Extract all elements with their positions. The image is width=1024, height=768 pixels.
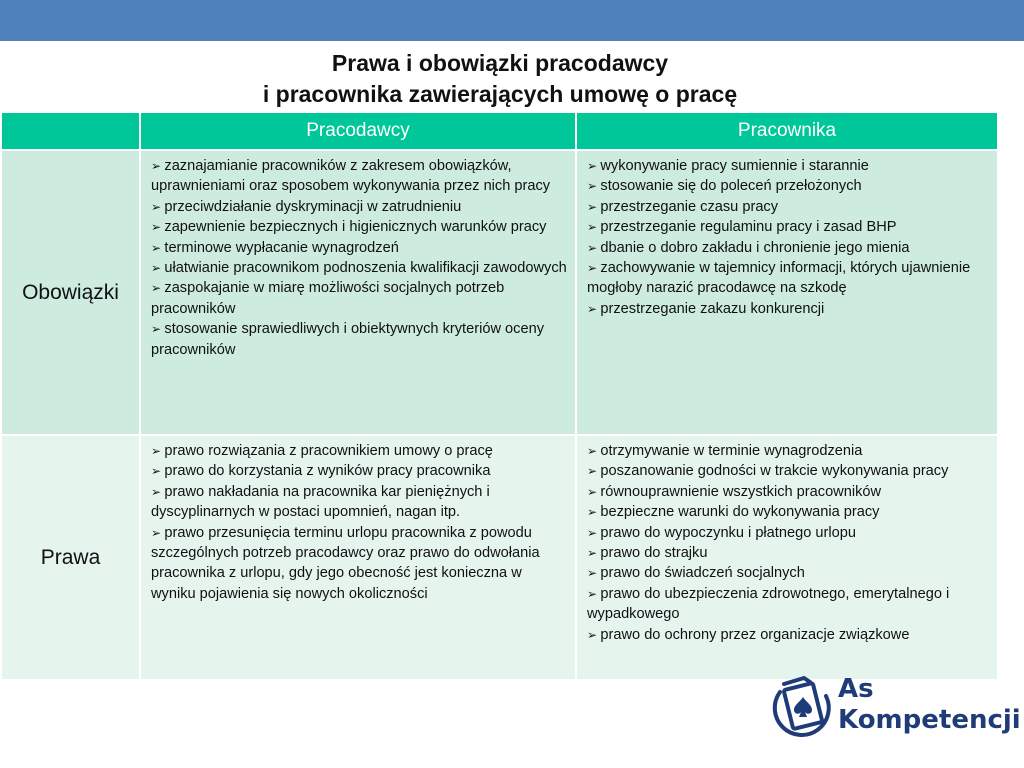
cell-obowiazki-pracodawcy	[140, 150, 576, 435]
title-line-2: i pracownika zawierających umowę o pracę	[262, 81, 738, 107]
list-item: ➢ prawo przesunięcia terminu urlopu pracownika z powodu szczególnych potrzeb pracodawcy oraz prawo do odwołania pracownika z urlopu, gdy jego obecność jest konieczna w wyniku pojawienia się nowych okoliczności	[151, 523, 567, 605]
rights-employee-list	[587, 441, 989, 645]
page-title	[0, 48, 1000, 110]
list-item: ➢ prawo do korzystania z wyników pracy pracownika	[151, 461, 567, 481]
list-item: ➢ przestrzeganie czasu pracy	[587, 197, 989, 217]
as-kompetencji-logo	[770, 672, 1021, 744]
cell-prawa-pracownika	[576, 435, 998, 680]
table-row-prawa	[1, 435, 998, 680]
duties-employer-list	[151, 156, 567, 360]
header-empty-cell	[1, 112, 140, 150]
list-item: ➢ zaspokajanie w miarę możliwości socjalnych potrzeb pracowników	[151, 278, 567, 319]
table-header-row	[1, 112, 998, 150]
list-item: ➢ otrzymywanie w terminie wynagrodzenia	[587, 441, 989, 461]
list-item: ➢ terminowe wypłacanie wynagrodzeń	[151, 238, 567, 258]
list-item: ➢ przestrzeganie regulaminu pracy i zasad BHP	[587, 217, 989, 237]
row-label-prawa: Prawa	[1, 435, 140, 680]
logo-line-1: As	[838, 674, 874, 704]
list-item: ➢ stosowanie się do poleceń przełożonych	[587, 176, 989, 196]
list-item: ➢ bezpieczne warunki do wykonywania pracy	[587, 502, 989, 522]
list-item: ➢ dbanie o dobro zakładu i chronienie jego mienia	[587, 238, 989, 258]
row-label-obowiazki: Obowiązki	[1, 150, 140, 435]
list-item: ➢ prawo do wypoczynku i płatnego urlopu	[587, 523, 989, 543]
list-item: ➢ prawo rozwiązania z pracownikiem umowy o pracę	[151, 441, 567, 461]
header-pracownika: Pracownika	[576, 112, 998, 150]
logo-wordmark	[838, 674, 1021, 736]
table-row-obowiazki	[1, 150, 998, 435]
cell-prawa-pracodawcy	[140, 435, 576, 680]
header-pracodawcy: Pracodawcy	[140, 112, 576, 150]
rights-duties-table	[0, 111, 999, 681]
list-item: ➢ ułatwianie pracownikom podnoszenia kwalifikacji zawodowych	[151, 258, 567, 278]
top-banner	[0, 0, 1024, 41]
title-line-1: Prawa i obowiązki pracodawcy	[331, 50, 669, 76]
list-item: ➢ wykonywanie pracy sumiennie i starannie	[587, 156, 989, 176]
cell-obowiazki-pracownika	[576, 150, 998, 435]
list-item: ➢ prawo do świadczeń socjalnych	[587, 563, 989, 583]
duties-employee-list	[587, 156, 989, 319]
logo-line-2: Kompetencji	[838, 705, 1021, 735]
list-item: ➢ zaznajamianie pracowników z zakresem obowiązków, uprawnieniami oraz sposobem wykonywania przez nich pracy	[151, 156, 567, 197]
list-item: ➢ zachowywanie w tajemnicy informacji, których ujawnienie mogłoby narazić pracodawcę na szkodę	[587, 258, 989, 299]
list-item: ➢ prawo nakładania na pracownika kar pieniężnych i dyscyplinarnych w postaci upomnień, nagan itp.	[151, 482, 567, 523]
list-item: ➢ prawo do ochrony przez organizacje związkowe	[587, 625, 989, 645]
list-item: ➢ poszanowanie godności w trakcie wykonywania pracy	[587, 461, 989, 481]
list-item: ➢ prawo do ubezpieczenia zdrowotnego, emerytalnego i wypadkowego	[587, 584, 989, 625]
list-item: ➢ przeciwdziałanie dyskryminacji w zatrudnieniu	[151, 197, 567, 217]
spade-card-icon	[770, 672, 836, 744]
list-item: ➢ prawo do strajku	[587, 543, 989, 563]
list-item: ➢ zapewnienie bezpiecznych i higienicznych warunków pracy	[151, 217, 567, 237]
list-item: ➢ przestrzeganie zakazu konkurencji	[587, 299, 989, 319]
list-item: ➢ stosowanie sprawiedliwych i obiektywnych kryteriów oceny pracowników	[151, 319, 567, 360]
list-item: ➢ równouprawnienie wszystkich pracowników	[587, 482, 989, 502]
rights-employer-list	[151, 441, 567, 604]
